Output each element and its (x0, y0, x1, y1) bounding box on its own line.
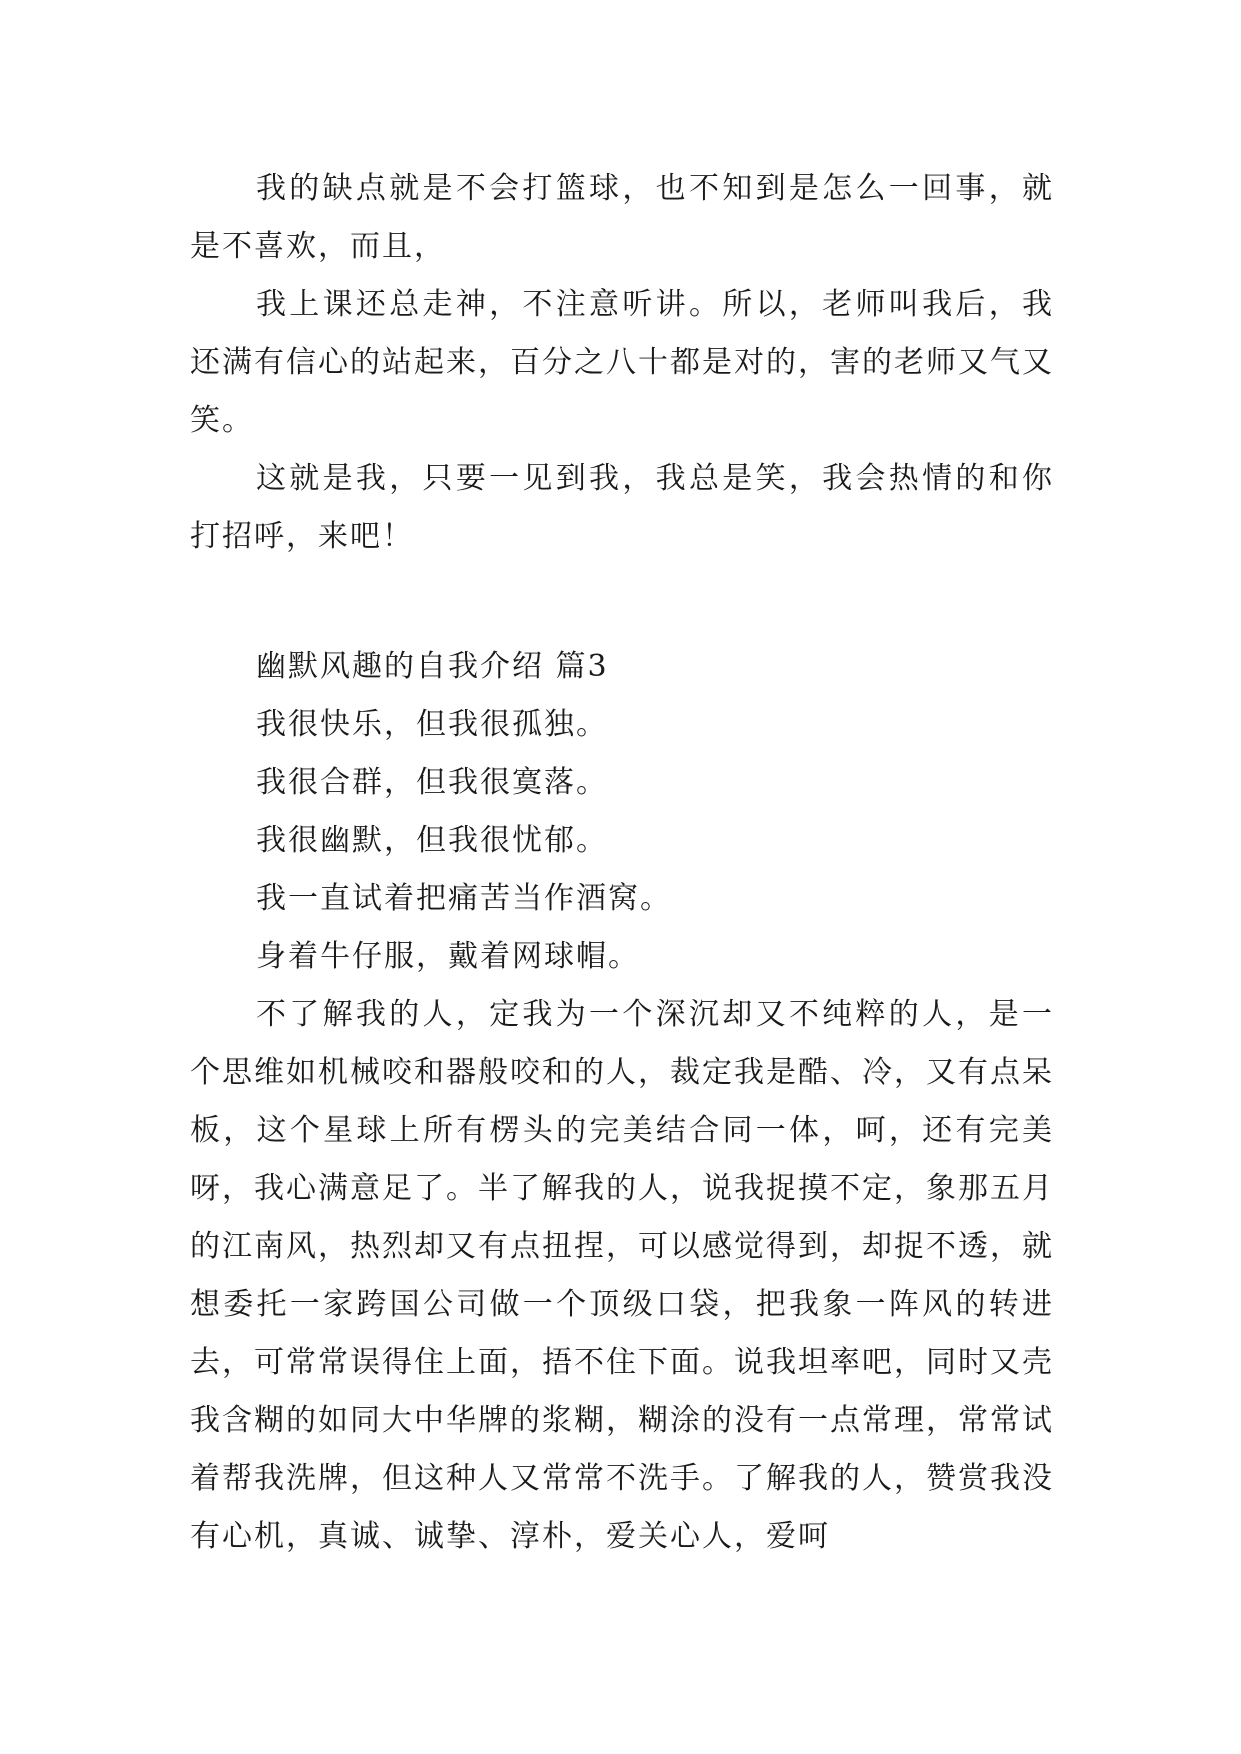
paragraph: 我上课还总走神，不注意听讲。所以，老师叫我后，我还满有信心的站起来，百分之八十都是对的，害的老师又气又笑。 (190, 287, 1054, 438)
section-title: 幽默风趣的自我介绍 篇3 (256, 649, 609, 684)
short-line: 我一直试着把痛苦当作酒窝。 (256, 881, 672, 916)
paragraph: 这就是我，只要一见到我，我总是笑，我会热情的和你打招呼，来吧！ (190, 461, 1054, 554)
document-body (190, 160, 1054, 1566)
short-line: 身着牛仔服，戴着网球帽。 (256, 939, 640, 974)
section-spacer (190, 566, 1054, 638)
short-line: 我很幽默，但我很忧郁。 (256, 823, 608, 858)
short-line: 我很快乐，但我很孤独。 (256, 707, 608, 742)
short-line: 我很合群，但我很寞落。 (256, 765, 608, 800)
paragraph: 我的缺点就是不会打篮球，也不知到是怎么一回事，就是不喜欢，而且， (190, 171, 1054, 264)
long-paragraph: 不了解我的人，定我为一个深沉却又不纯粹的人，是一个思维如机械咬和器般咬和的人，裁定我是酷、冷，又有点呆板，这个星球上所有楞头的完美结合同一体，呵，还有完美呀，我心满意足了。半了解我的人，说我捉摸不定，象那五月的江南风，热烈却又有点扭捏，可以感觉得到，却捉不透，就想委托一家跨国公司做一个顶级口袋，把我象一阵风的转进去，可常常误得住上面，捂不住下面。说我坦率吧，同时又壳我含糊的如同大中华牌的浆糊，糊涂的没有一点常理，常常试着帮我洗牌，但这种人又常常不洗手。了解我的人，赞赏我没有心机，真诚、诚挚、淳朴，爱关心人，爱呵 (190, 997, 1054, 1554)
